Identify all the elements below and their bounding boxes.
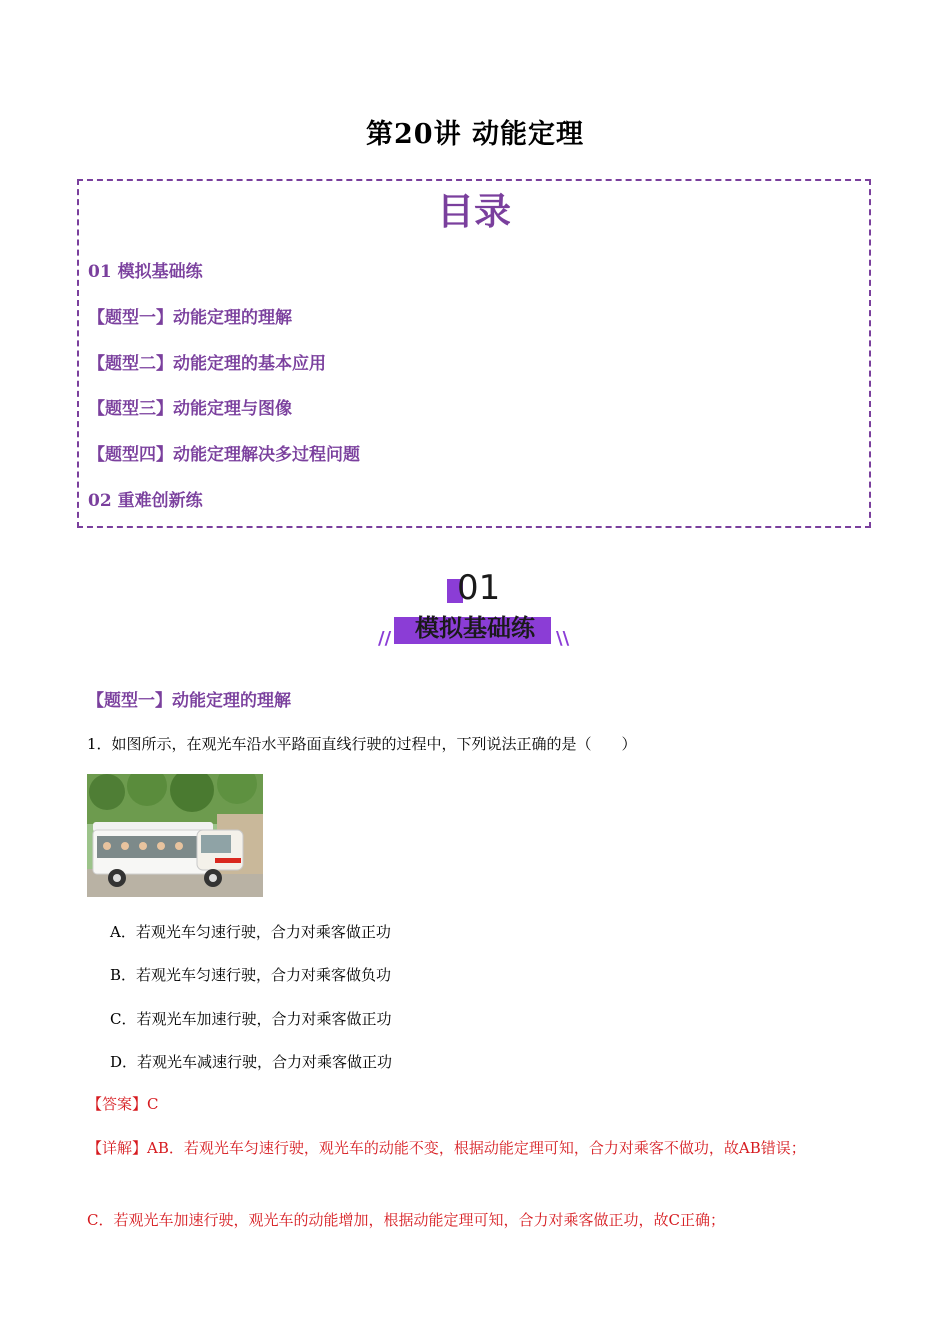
question-type-heading: 【题型一】动能定理的理解 <box>87 691 291 711</box>
sightseeing-bus-photo <box>87 774 263 897</box>
toc-item-section-02[interactable]: 02 重难创新练 <box>88 491 203 511</box>
toc-item-type-1[interactable]: 【题型一】动能定理的理解 <box>88 308 292 328</box>
answer-label: 【答案】C <box>87 1095 159 1113</box>
option-d[interactable]: D．若观光车减速行驶，合力对乘客做正功 <box>110 1053 393 1071</box>
answer-detail-c: C．若观光车加速行驶，观光车的动能增加，根据动能定理可知，合力对乘客做正功，故C正确； <box>87 1211 725 1229</box>
toc-item-type-4[interactable]: 【题型四】动能定理解决多过程问题 <box>88 445 360 465</box>
option-c[interactable]: C．若观光车加速行驶，合力对乘客做正功 <box>110 1010 392 1028</box>
toc-item-section-01[interactable]: 01 模拟基础练 <box>88 262 203 282</box>
banner-right-slashes: \\ <box>556 628 570 649</box>
banner-left-slashes: // <box>378 628 392 649</box>
table-of-contents <box>77 179 871 528</box>
toc-item-type-2[interactable]: 【题型二】动能定理的基本应用 <box>88 354 326 374</box>
page-title: 第20讲 动能定理 <box>366 119 584 150</box>
question-stem: 1．如图所示，在观光车沿水平路面直线行驶的过程中，下列说法正确的是（ ） <box>87 735 637 753</box>
answer-detail-ab: 【详解】AB．若观光车匀速行驶，观光车的动能不变，根据动能定理可知，合力对乘客不做功，故AB错误； <box>87 1139 806 1157</box>
section-number: 01 <box>457 568 501 608</box>
toc-item-type-3[interactable]: 【题型三】动能定理与图像 <box>88 399 292 419</box>
option-a[interactable]: A．若观光车匀速行驶，合力对乘客做正功 <box>110 923 391 941</box>
section-banner <box>372 566 578 652</box>
toc-heading: 目录 <box>437 190 511 233</box>
option-b[interactable]: B．若观光车匀速行驶，合力对乘客做负功 <box>110 966 392 984</box>
section-label: 模拟基础练 <box>415 614 535 642</box>
